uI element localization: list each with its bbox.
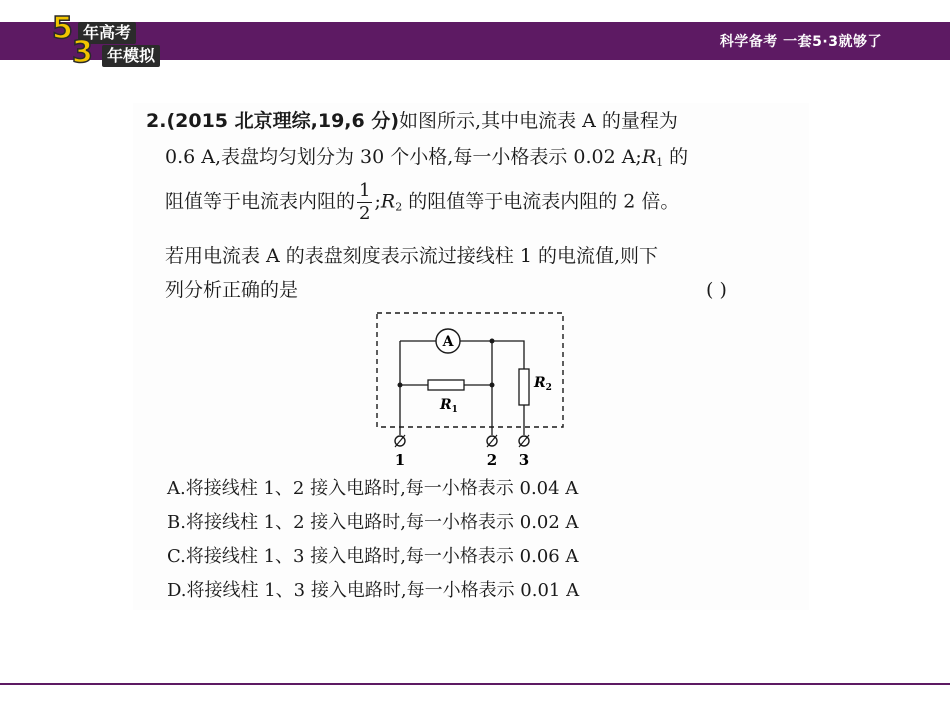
question-line-2-tail: 的 [663,146,689,168]
circuit-diagram [370,305,570,475]
question-line-1-text: 如图所示,其中电流表 A 的量程为 [399,110,678,132]
fraction-numerator: 1 [359,180,371,201]
resistor-r1 [428,380,464,390]
r2-label: $R_2$ [534,375,552,393]
r2-subscript: 2 [395,200,403,214]
logo-digit-5: 5 [52,11,73,46]
question-line-2-text: 0.6 A,表盘均匀划分为 30 个小格,每一小格表示 0.02 A; [165,146,642,168]
question-number: 2. [146,110,167,132]
question-line-3-sep: ; [374,190,381,213]
junction-left [398,383,403,388]
r2-symbol: R [380,190,396,213]
option-d[interactable]: D.将接线柱 1、3 接入电路时,每一小格表示 0.01 A [167,580,580,601]
r1-label: $R_1$ [440,397,458,415]
question-line-4: 若用电流表 A 的表盘刻度表示流过接线柱 1 的电流值,则下 [165,245,659,267]
fraction-one-half [357,180,372,225]
logo-text-top: 年高考 [78,22,136,44]
option-a[interactable]: A.将接线柱 1、2 接入电路时,每一小格表示 0.04 A [167,478,579,499]
dashed-box [377,313,563,427]
terminal-icons [395,435,529,447]
resistor-r2 [519,369,529,405]
question-line-3-head: 阻值等于电流表内阻的 [165,190,356,213]
question-line-5: 列分析正确的是 [165,279,299,301]
option-b[interactable]: B.将接线柱 1、2 接入电路时,每一小格表示 0.02 A [167,512,579,533]
logo-digit-3: 3 [72,35,93,70]
junction-middle [490,383,495,388]
header-slogan: 科学备考 一套5·3就够了 [719,34,882,50]
fraction-denominator: 2 [359,203,371,224]
question-line-3-tail: 的阻值等于电流表内阻的 2 倍。 [402,190,680,213]
r1-subscript: 1 [656,156,664,169]
ammeter-label: A [442,334,454,350]
answer-blank: ( ) [706,279,727,301]
r1-symbol: R [641,146,657,168]
junction-top [490,339,495,344]
question-source: (2015 北京理综,19,6 分) [166,110,400,132]
terminal-1-label: 1 [394,451,406,469]
question-line-3 [165,180,679,225]
option-c[interactable]: C.将接线柱 1、3 接入电路时,每一小格表示 0.06 A [167,546,579,567]
question-line-2 [165,148,688,168]
terminal-3-label: 3 [518,451,530,469]
logo-text-bottom: 年模拟 [102,45,160,67]
terminal-2-label: 2 [486,451,498,469]
question-line-1 [146,112,678,131]
footer-divider [0,683,950,685]
brand-logo [46,11,196,72]
